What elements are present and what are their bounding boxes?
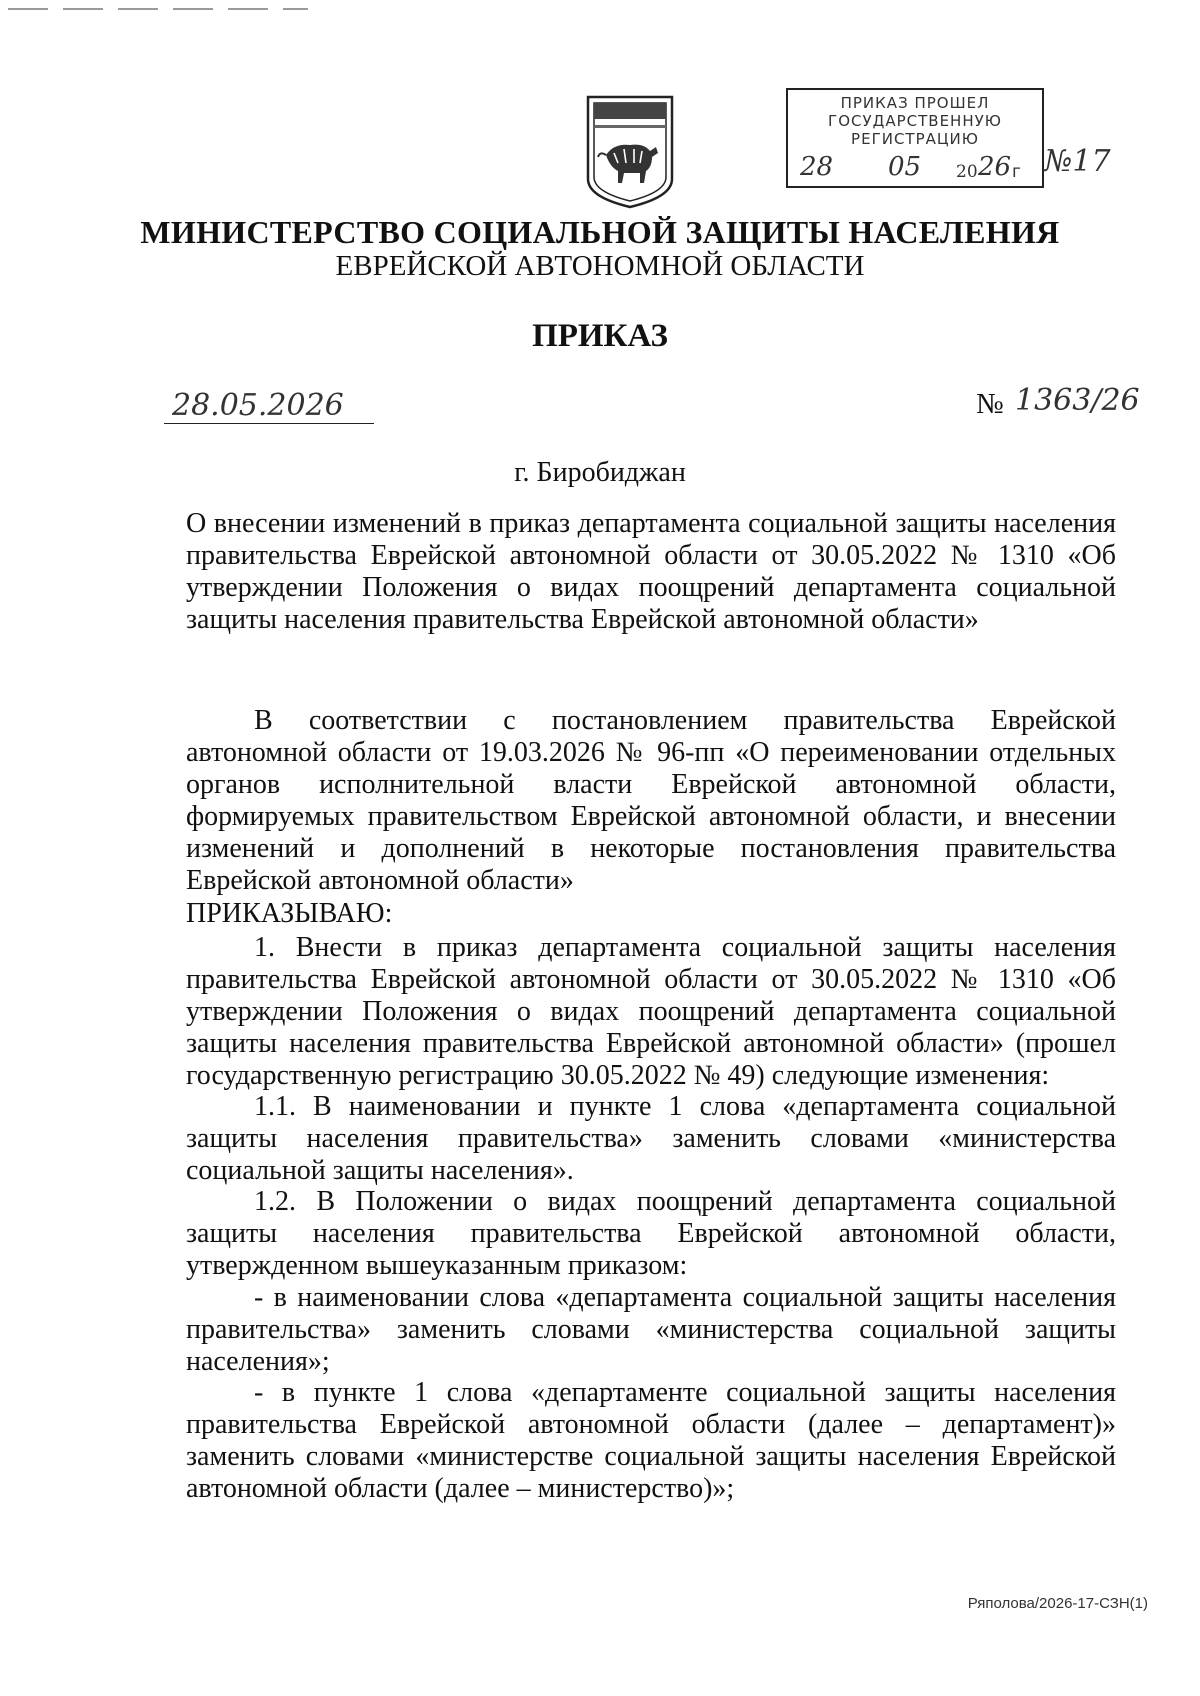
scan-artifact — [8, 8, 308, 10]
stamp-year-prefix: 20 — [956, 162, 978, 182]
stamp-line-1: ПРИКАЗ ПРОШЕЛ — [840, 94, 990, 112]
paragraph-1-1: 1.1. В наименовании и пункте 1 слова «департамента социальной защиты населения правительства» заменить словами «министерства социальной защиты населения». — [186, 1091, 1116, 1186]
footer-reference: Ряполова/2026-17-СЗН(1) — [967, 1595, 1148, 1612]
document-title: О внесении изменений в приказ департамента социальной защиты населения правительства Еврейской автономной области от 30.05.2022 № 1310 «Об утверждении Положения о видах поощрений департамента социальной защиты населения правительства Еврейской автономной области» — [186, 508, 1116, 635]
bullet-item-1: - в наименовании слова «департамента социальной защиты населения правительства» заменить словами «министерства социальной защиты населения»; — [186, 1282, 1116, 1377]
stamp-registration-number: №17 — [1044, 144, 1111, 179]
paragraph-1-2: 1.2. В Положении о видах поощрений департамента социальной защиты населения правительства Еврейской автономной области, утвержденном вышеуказанным приказом: — [186, 1186, 1116, 1281]
document-number: 1363/26 — [1015, 383, 1140, 418]
city: г. Биробиджан — [514, 457, 686, 488]
bullet-item-2: - в пункте 1 слова «департаменте социальной защиты населения правительства Еврейской автономной области (далее – департамент)» заменить словами «министерстве социальной защиты населения Еврейской автономной области (далее – министерство)»; — [186, 1377, 1116, 1504]
document-type: ПРИКАЗ — [532, 318, 668, 354]
number-label: № — [976, 388, 1004, 420]
ministry-name: МИНИСТЕРСТВО СОЦИАЛЬНОЙ ЗАЩИТЫ НАСЕЛЕНИЯ — [140, 214, 1060, 250]
document-date: 28.05.2026 — [172, 388, 344, 423]
order-directive: ПРИКАЗЫВАЮ: — [186, 898, 393, 929]
stamp-date — [788, 150, 1042, 186]
paragraph-1: 1. Внести в приказ департамента социальной защиты населения правительства Еврейской автономной области от 30.05.2022 № 1310 «Об утверждении Положения о видах поощрений департамента социальной защиты населения правительства Еврейской автономной области» (прошел государственную регистрацию 30.05.2022 № 49) следующие изменения: — [186, 932, 1116, 1091]
stamp-line-2: ГОСУДАРСТВЕННУЮ — [828, 112, 1002, 130]
stamp-year: 26 — [978, 152, 1012, 182]
registration-stamp — [786, 88, 1044, 188]
ministry-region: ЕВРЕЙСКОЙ АВТОНОМНОЙ ОБЛАСТИ — [335, 250, 865, 282]
date-underline — [164, 423, 374, 424]
stamp-line-3: РЕГИСТРАЦИЮ — [851, 130, 979, 148]
stamp-year-suffix: г — [1012, 162, 1021, 182]
coat-of-arms-emblem — [584, 93, 676, 211]
preamble-paragraph: В соответствии с постановлением правительства Еврейской автономной области от 19.03.2026 № 96-пп «О переименовании отдельных органов исполнительной власти Еврейской автономной области, формируемых правительством Еврейской автономной области, и внесении изменений и дополнений в некоторые постановления правительства Еврейской автономной области» — [186, 705, 1116, 896]
stamp-month: 05 — [888, 152, 922, 182]
stamp-day: 28 — [800, 152, 834, 182]
